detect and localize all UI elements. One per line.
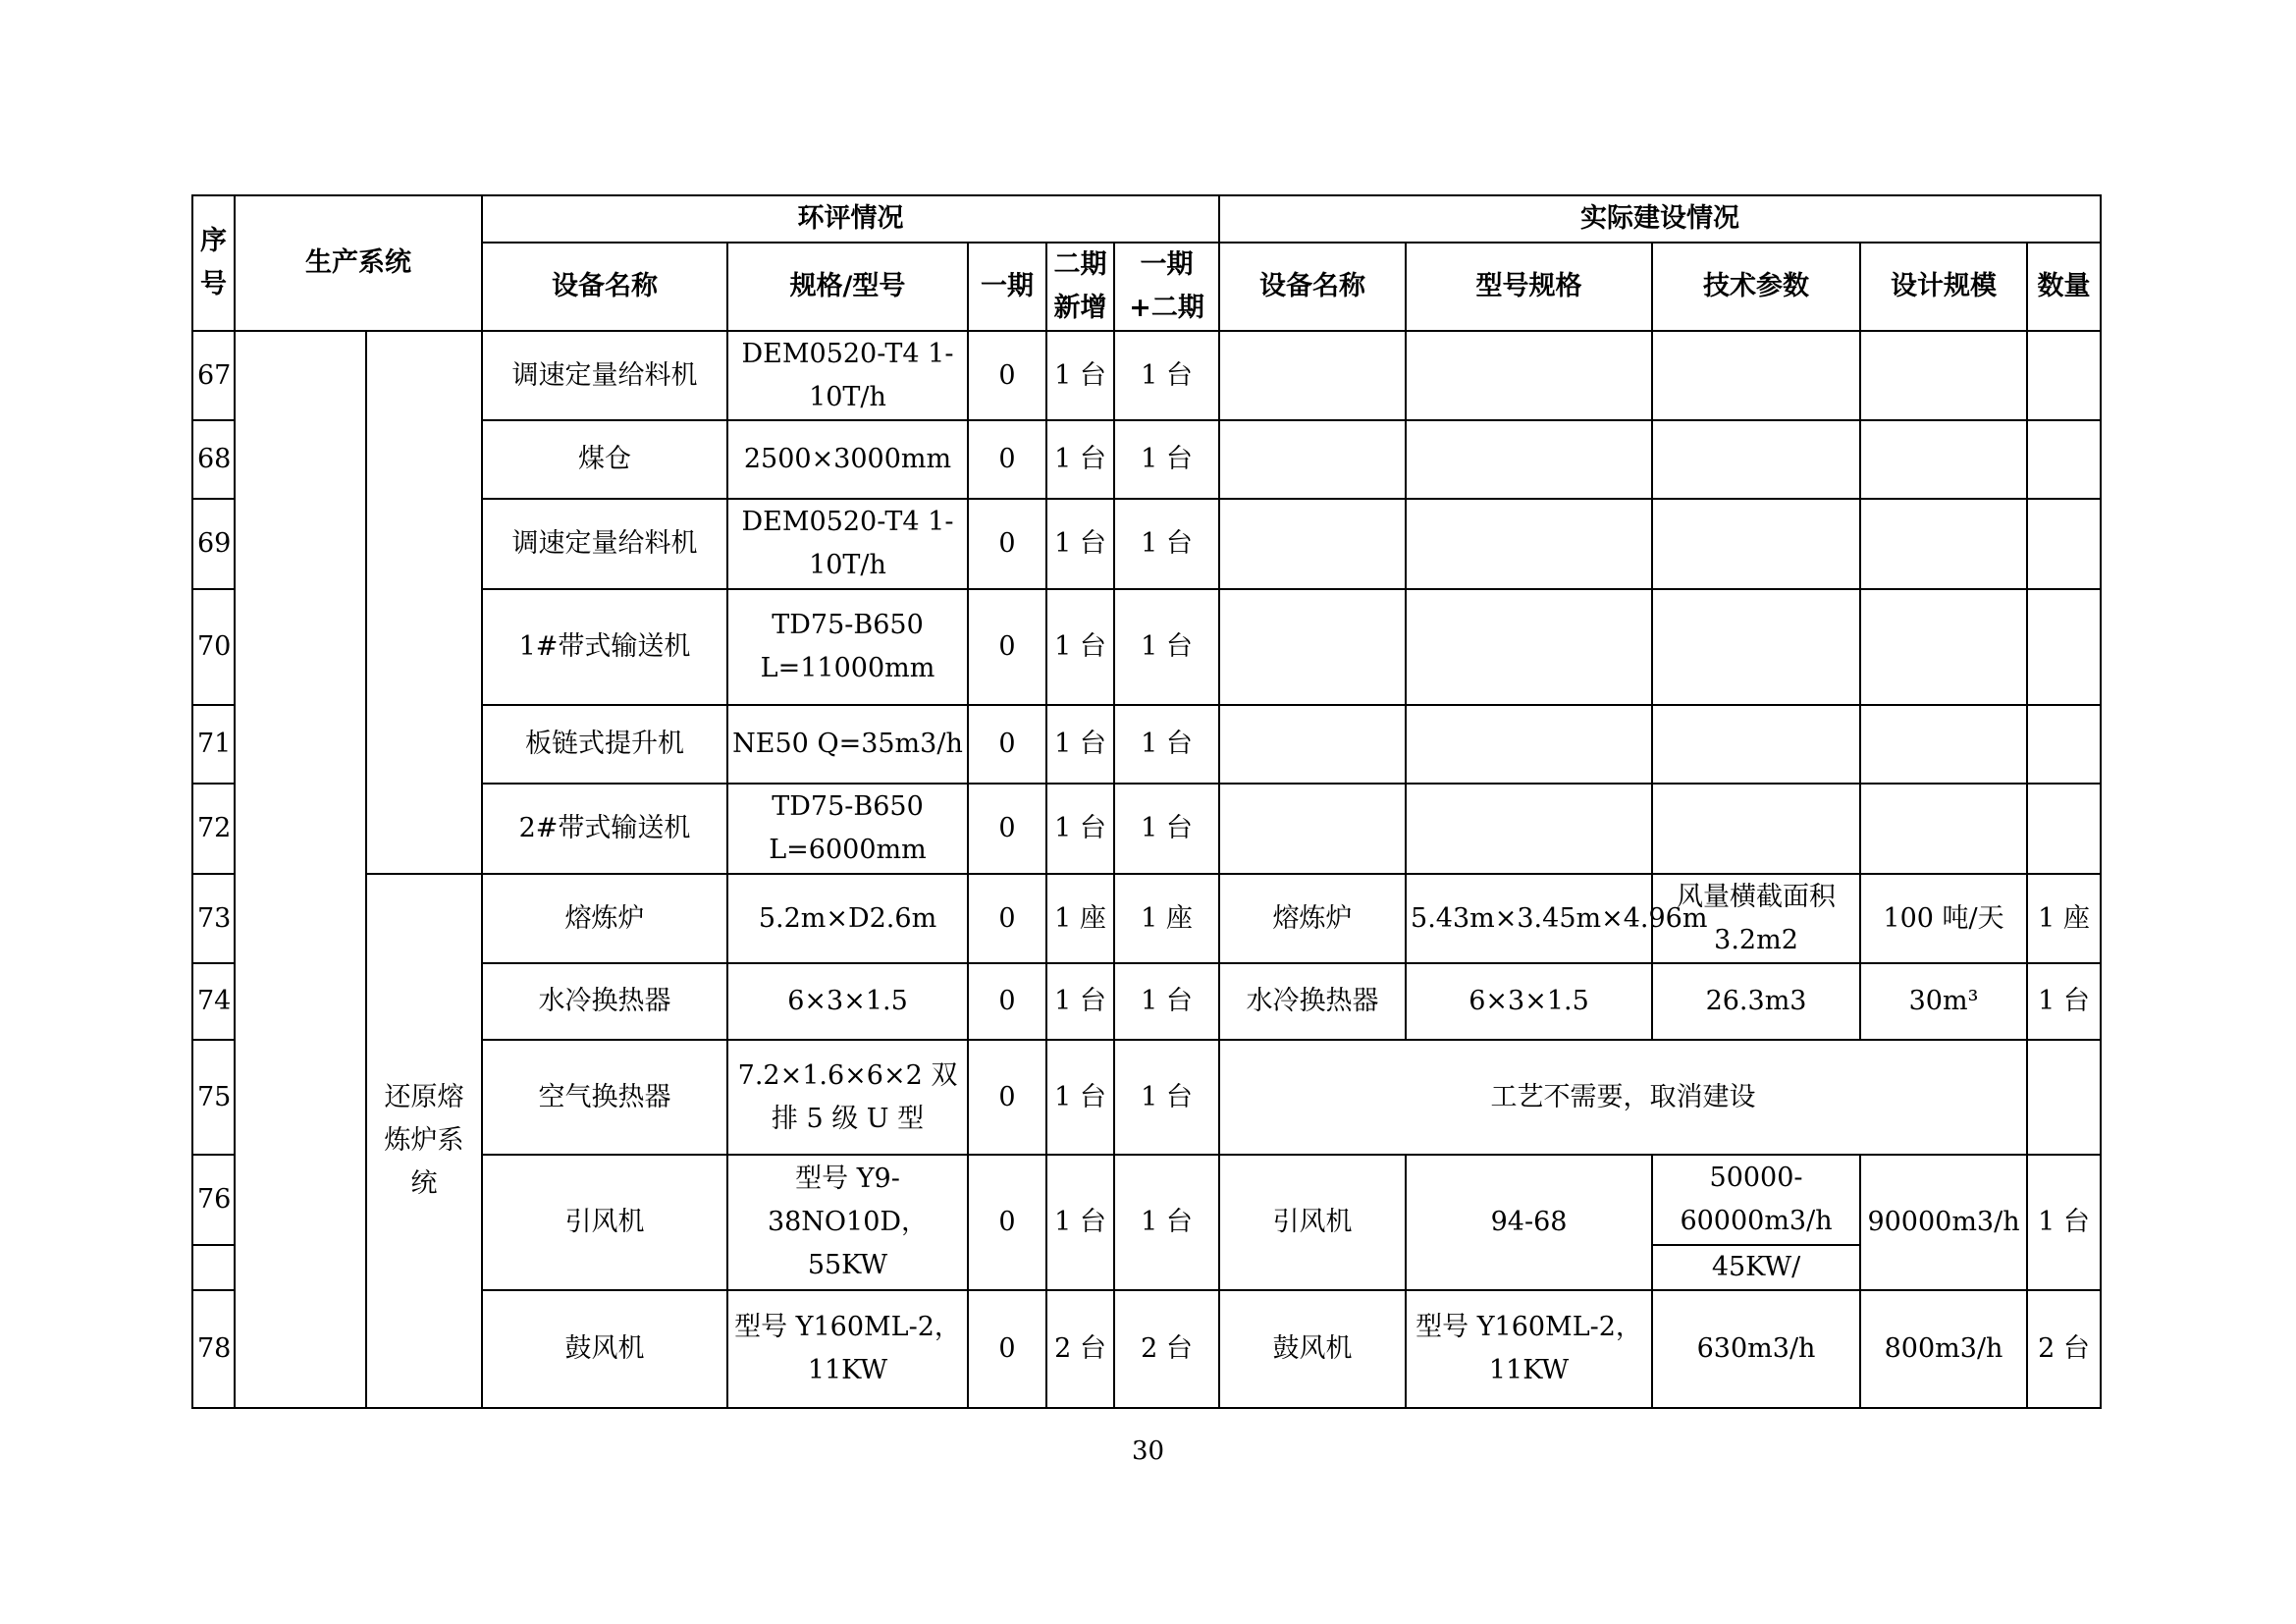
actual-qty (2027, 1040, 2101, 1155)
actual-name (1219, 589, 1406, 705)
header-eia-phase2: 二期新增 (1046, 243, 1114, 331)
header-eia: 环评情况 (482, 195, 1219, 243)
row-number: 71 (192, 705, 235, 784)
actual-param: 50000-60000m3/h (1652, 1155, 1860, 1245)
eia-name: 1#带式输送机 (482, 589, 727, 705)
actual-qty (2027, 331, 2101, 420)
actual-name: 水冷换热器 (1219, 963, 1406, 1040)
actual-qty: 1 台 (2027, 963, 2101, 1040)
header-actual-name: 设备名称 (1219, 243, 1406, 331)
cancellation-note: 工艺不需要，取消建设 (1219, 1040, 2027, 1155)
equipment-table (191, 194, 2102, 1409)
eia-phase1: 0 (968, 874, 1046, 963)
eia-phase1: 0 (968, 705, 1046, 784)
eia-phase1: 0 (968, 1040, 1046, 1155)
subsystem-label: 还原熔炼炉系统 (366, 874, 482, 1408)
header-actual-scale: 设计规模 (1860, 243, 2027, 331)
actual-qty (2027, 499, 2101, 589)
eia-phase2: 1 台 (1046, 963, 1114, 1040)
actual-model (1406, 499, 1652, 589)
actual-param (1652, 420, 1860, 499)
eia-phase1: 0 (968, 1290, 1046, 1408)
eia-name: 煤仓 (482, 420, 727, 499)
header-actual-param: 技术参数 (1652, 243, 1860, 331)
header-actual: 实际建设情况 (1219, 195, 2101, 243)
eia-spec: DEM0520-T4 1-10T/h (727, 331, 968, 420)
row-number: 68 (192, 420, 235, 499)
eia-phase1: 0 (968, 589, 1046, 705)
eia-total: 1 台 (1114, 420, 1219, 499)
actual-model: 型号 Y160ML-2，11KW (1406, 1290, 1652, 1408)
actual-model (1406, 705, 1652, 784)
actual-param: 风量横截面积 3.2m2 (1652, 874, 1860, 963)
eia-phase1: 0 (968, 784, 1046, 874)
header-eia-total: 一期+二期 (1114, 243, 1219, 331)
actual-model (1406, 784, 1652, 874)
actual-qty (2027, 784, 2101, 874)
actual-scale: 100 吨/天 (1860, 874, 2027, 963)
eia-spec: 2500×3000mm (727, 420, 968, 499)
eia-spec: TD75-B650 L=6000mm (727, 784, 968, 874)
eia-total: 1 座 (1114, 874, 1219, 963)
eia-total: 1 台 (1114, 589, 1219, 705)
actual-model: 94-68 (1406, 1155, 1652, 1290)
header-actual-qty: 数量 (2027, 243, 2101, 331)
header-eia-name: 设备名称 (482, 243, 727, 331)
actual-model: 5.43m×3.45m×4.96m (1406, 874, 1652, 963)
actual-scale: 90000m3/h (1860, 1155, 2027, 1290)
eia-name: 引风机 (482, 1155, 727, 1290)
actual-scale (1860, 331, 2027, 420)
eia-phase2: 1 座 (1046, 874, 1114, 963)
actual-name (1219, 420, 1406, 499)
eia-total: 1 台 (1114, 331, 1219, 420)
eia-phase1: 0 (968, 963, 1046, 1040)
eia-phase2: 1 台 (1046, 1155, 1114, 1290)
actual-qty: 2 台 (2027, 1290, 2101, 1408)
eia-spec: 6×3×1.5 (727, 963, 968, 1040)
actual-param (1652, 331, 1860, 420)
header-eia-spec: 规格/型号 (727, 243, 968, 331)
eia-total: 2 台 (1114, 1290, 1219, 1408)
eia-spec: 7.2×1.6×6×2 双排 5 级 U 型 (727, 1040, 968, 1155)
eia-total: 1 台 (1114, 705, 1219, 784)
actual-name (1219, 499, 1406, 589)
row-number: 76 (192, 1155, 235, 1245)
eia-name: 板链式提升机 (482, 705, 727, 784)
eia-phase1: 0 (968, 1155, 1046, 1290)
actual-name: 鼓风机 (1219, 1290, 1406, 1408)
row-number: 69 (192, 499, 235, 589)
row-number: 74 (192, 963, 235, 1040)
eia-total: 1 台 (1114, 963, 1219, 1040)
eia-name: 鼓风机 (482, 1290, 727, 1408)
header-actual-model: 型号规格 (1406, 243, 1652, 331)
table-row (192, 874, 2101, 963)
actual-name: 熔炼炉 (1219, 874, 1406, 963)
eia-spec: DEM0520-T4 1-10T/h (727, 499, 968, 589)
eia-name: 2#带式输送机 (482, 784, 727, 874)
eia-spec: TD75-B650 L=11000mm (727, 589, 968, 705)
actual-name (1219, 784, 1406, 874)
actual-qty (2027, 705, 2101, 784)
actual-model (1406, 589, 1652, 705)
actual-name (1219, 705, 1406, 784)
eia-phase2: 1 台 (1046, 331, 1114, 420)
actual-param (1652, 589, 1860, 705)
actual-scale (1860, 589, 2027, 705)
eia-phase2: 1 台 (1046, 589, 1114, 705)
actual-name: 引风机 (1219, 1155, 1406, 1290)
eia-total: 1 台 (1114, 1040, 1219, 1155)
actual-scale (1860, 705, 2027, 784)
row-number: 73 (192, 874, 235, 963)
row-number: 67 (192, 331, 235, 420)
actual-qty: 1 台 (2027, 1155, 2101, 1290)
eia-name: 熔炼炉 (482, 874, 727, 963)
actual-qty (2027, 420, 2101, 499)
actual-qty (2027, 589, 2101, 705)
actual-qty: 1 座 (2027, 874, 2101, 963)
eia-phase2: 1 台 (1046, 1040, 1114, 1155)
row-number: 70 (192, 589, 235, 705)
actual-scale: 30m³ (1860, 963, 2027, 1040)
page-number: 30 (1131, 1436, 1165, 1466)
eia-phase1: 0 (968, 420, 1046, 499)
eia-name: 调速定量给料机 (482, 499, 727, 589)
eia-phase2: 1 台 (1046, 784, 1114, 874)
eia-spec: 型号 Y9-38NO10D，55KW (727, 1155, 968, 1290)
actual-param-extra: 45KW/ (1652, 1245, 1860, 1290)
actual-param (1652, 784, 1860, 874)
eia-phase1: 0 (968, 499, 1046, 589)
eia-phase1: 0 (968, 331, 1046, 420)
row-number: 72 (192, 784, 235, 874)
eia-phase2: 1 台 (1046, 499, 1114, 589)
eia-name: 水冷换热器 (482, 963, 727, 1040)
actual-param (1652, 499, 1860, 589)
actual-param (1652, 705, 1860, 784)
eia-spec: 型号 Y160ML-2，11KW (727, 1290, 968, 1408)
actual-name (1219, 331, 1406, 420)
actual-param: 26.3m3 (1652, 963, 1860, 1040)
eia-name: 调速定量给料机 (482, 331, 727, 420)
header-system: 生产系统 (235, 195, 482, 331)
actual-model (1406, 331, 1652, 420)
table-row (192, 331, 2101, 420)
eia-total: 1 台 (1114, 499, 1219, 589)
header-eia-phase1: 一期 (968, 243, 1046, 331)
actual-scale (1860, 499, 2027, 589)
actual-scale (1860, 784, 2027, 874)
row-number: 75 (192, 1040, 235, 1155)
eia-spec: NE50 Q=35m3/h (727, 705, 968, 784)
eia-phase2: 1 台 (1046, 705, 1114, 784)
subsystem-cell-upper (366, 331, 482, 874)
actual-scale (1860, 420, 2027, 499)
eia-total: 1 台 (1114, 784, 1219, 874)
actual-model (1406, 420, 1652, 499)
system-cell (235, 331, 366, 1408)
eia-name: 空气换热器 (482, 1040, 727, 1155)
eia-spec: 5.2m×D2.6m (727, 874, 968, 963)
row-number: 78 (192, 1290, 235, 1408)
header-seq: 序号 (192, 195, 235, 331)
eia-total: 1 台 (1114, 1155, 1219, 1290)
actual-scale: 800m3/h (1860, 1290, 2027, 1408)
eia-phase2: 1 台 (1046, 420, 1114, 499)
eia-phase2: 2 台 (1046, 1290, 1114, 1408)
actual-param: 630m3/h (1652, 1290, 1860, 1408)
actual-model: 6×3×1.5 (1406, 963, 1652, 1040)
row-number-empty (192, 1245, 235, 1290)
